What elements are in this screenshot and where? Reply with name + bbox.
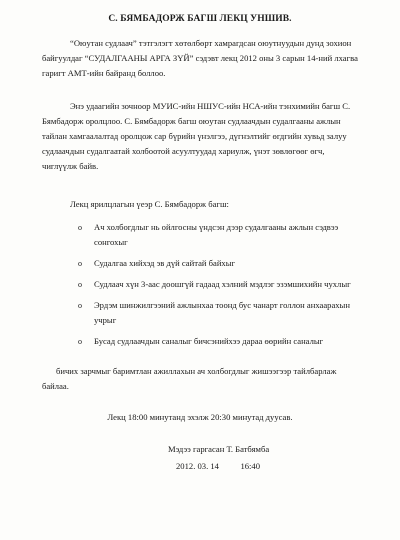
paragraph-conclusion: бичих зарчмыг баримтлан ажиллахын ач холбогдлыг жишээгээр тайлбарлаж байлаа. [42, 366, 337, 391]
list-item-text: Бусад судлаачдын саналыг бичсэнийхээ дараа өөрийн саналыг [94, 336, 324, 346]
paragraph-intro: “Оюутан судлаач” тэтгэлэгт хөтөлбөрт хамрагдсан оюутнуудын дунд зохион байгуулдаг “СУДАЛГААНЫ АРГА ЗҮЙ” сэдэвт лекц 2012 оны 3 сарын 14-ний лхагва гаригт АМТ-ийн байранд боллоо. [42, 38, 358, 78]
list-item [70, 256, 365, 271]
paragraph-time: Лекц 18:00 минутанд эхэлж 20:30 минутад дуусав. [107, 412, 293, 422]
list-item-text: Судлаач хүн 3-аас доошгүй гадаад хэлний мэдлэг эзэмшихийн чухлыг [94, 279, 351, 289]
author-line: Мэдээ гаргасан Т. Батбямба [168, 444, 270, 454]
list-item [70, 220, 365, 250]
list-item-text: Судалгаа хийхэд эв дүй сайтай байхыг [94, 258, 236, 268]
date-line: 2012. 03. 14 16:40 [176, 461, 261, 471]
paragraph-guest: Энэ удаагийн зочноор МУИС-ийн НШУС-ийн НСА-ийн тэнхимийн багш С. Бямбадорж оролцлоо. С. Бямбадорж багш оюутан судлаачдын судалгааны ажлын тайлан хамгаалалтад оролцож сар бүрийн үнэлгээ, дүгнэлтийг өгдгийн хувьд залуу судлаачдын судалгаатай холбоотой асуултуудад хариулж, үнэт зөвлөгөөг өгч, чиглүүлж байв. [42, 101, 351, 171]
list-item-text: Эрдэм шинжилгээний ажлынхаа тоонд бус чанарт голлон анхаарахын учрыг [94, 300, 350, 325]
bullet-circle-icon: o [78, 259, 82, 268]
advice-list [70, 220, 365, 355]
bullet-circle-icon: o [78, 280, 82, 289]
list-item [70, 277, 365, 292]
bullet-circle-icon: o [78, 223, 82, 232]
paragraph-list-intro: Лекц ярилцлагын үеэр С. Бямбадорж багш: [70, 199, 229, 209]
bullet-circle-icon: o [78, 337, 82, 346]
list-item-text: Ач холбогдлыг нь ойлгосны үндсэн дээр судалгааны ажлын сэдвээ сонгохыг [94, 222, 339, 247]
bullet-circle-icon: o [78, 301, 82, 310]
list-item [70, 334, 365, 349]
document-title: С. БЯМБАДОРЖ БАГШ ЛЕКЦ УНШИВ. [108, 14, 292, 24]
list-item [70, 298, 365, 328]
